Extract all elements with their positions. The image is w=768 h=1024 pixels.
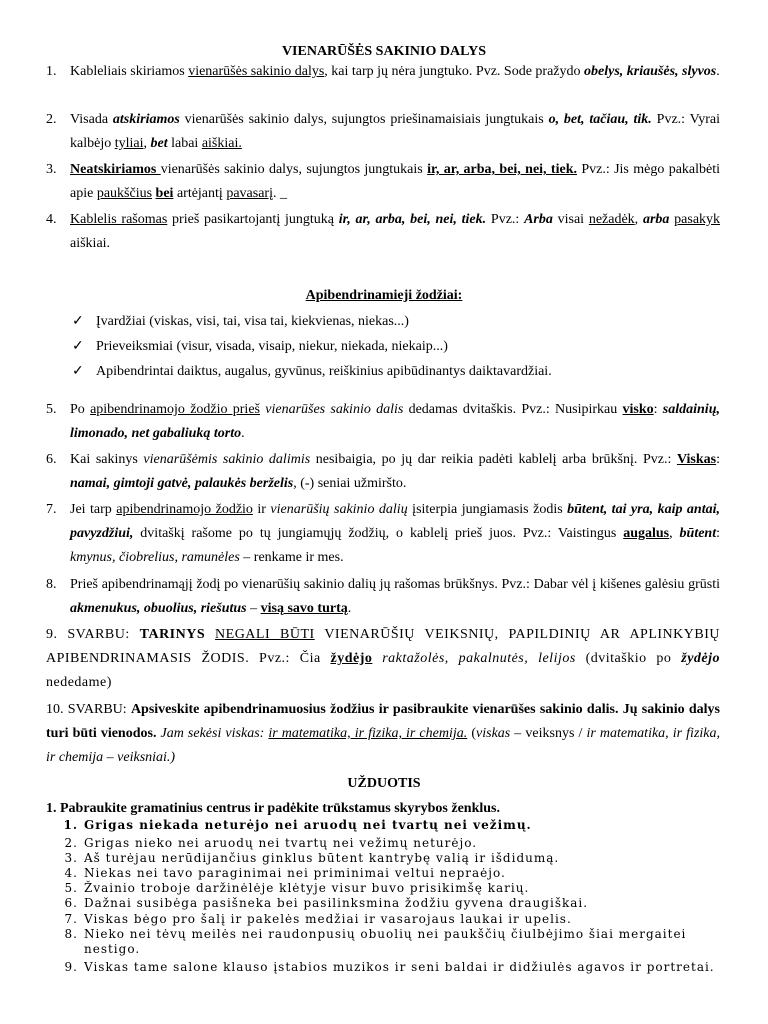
text-run: bei [155,186,174,201]
exercise-item [50,912,730,927]
rule-number: 2. [46,112,57,127]
text-run: vienarūšės sakinio dalys, sujungtos jungtukais [160,162,428,177]
text-run: vienarūšes sakinio dalis [265,402,404,417]
text-run: nededame) [46,675,112,690]
rule-2 [46,108,720,156]
text-run: ir, ar, arba, bei, nei, tiek. [427,162,577,177]
page-title: VIENARŪŠĖS SAKINIO DALYS [281,44,487,59]
text-run: Kablelis rašomas [70,212,168,227]
text-run: visai [552,212,589,227]
text-run: Pvz.: Vyrai kalbėjo [70,112,720,151]
rule-number: 3. [46,162,57,177]
text-run: artėjantį [173,186,227,201]
text-run: apibendrinamojo žodžio prieš [90,402,260,417]
exercise-number: 2. [64,836,78,850]
text-run: Prieš apibendrinamąjį žodį po vienarūšių sakinio dalių jų rašomas brūkšnys. Pvz.: Dabar vėl į kišenes galėsiu grūsti [70,577,720,592]
text-run: viskas [476,726,511,741]
exercise-text: Grigas niekada neturėjo nei aruodų nei tvartų nei vežimų. [84,818,532,832]
text-run: : [653,402,663,417]
text-run: kmynus, čiobrelius, ramunėles [70,550,240,565]
rule-3 [46,158,720,206]
text-run: Pvz.: Jis mėgo pakalbėti apie [70,162,721,201]
text-run: bet [150,136,168,151]
exercise-item [50,896,730,911]
text-run: obelys, kriaušės, slyvos [584,64,717,79]
exercise-item [50,836,730,851]
exercise-text: Grigas nieko nei aruodų nei tvartų nei vežimų neturėjo. [84,836,478,850]
text-run: ir [252,502,271,517]
text-run: apibendrinamojo žodžio [116,502,253,517]
text-run: visą savo turtą [260,601,348,616]
text-run: Po [70,402,91,417]
text-run: Neatskiriamos [70,162,161,177]
text-run: Jam sekėsi viskas: [160,726,269,741]
text-run: o, bet, tačiau, tik. [548,112,652,127]
exercise-number: 5. [64,881,78,895]
rule-1 [46,60,720,84]
text-run: vienarūšės sakinio dalys, sujungtos priešinamaisiais jungtukais [179,112,549,127]
task-heading: 1. Pabraukite gramatinius centrus ir padėkite trūkstamus skyrybos ženklus. [46,801,501,816]
text-run: įsiterpia jungiamasis žodis [407,502,568,517]
text-run: , [143,136,151,151]
rule-number: 6. [46,452,57,467]
text-run: – veiksnys / [510,726,587,741]
rule-text [70,158,720,206]
text-run: Visada [70,112,113,127]
text-run: Viskas [676,452,717,467]
exercise-text: Viskas bėgo pro šalį ir pakelės medžiai ir vasarojaus laukai ir upelis. [84,912,572,926]
text-run: Pvz.: [486,212,525,227]
text-run: . [347,601,352,616]
text-run: 9. SVARBU: [46,627,140,642]
rule-text [70,498,720,570]
rule-6 [46,448,720,496]
text-run: – [246,601,261,616]
text-run: ( [467,726,477,741]
text-run: . _ [272,186,287,201]
task-title: UŽDUOTIS [347,776,421,791]
exercise-item [50,960,730,975]
exercise-item [50,881,730,896]
exercise-number: 3. [64,851,78,865]
exercise-item [50,927,730,957]
exercise-text: Nieko nei tėvų meilės nei raudonpusių obuolių nei paukščių čiulbėjimo šiai mergaitei nestigo. [84,927,687,956]
text-run: namai, gimtoji gatvė, palaukės berželis [70,476,294,491]
rule-text [70,398,720,446]
text-run [205,627,215,642]
text-run: NEGALI BŪTI [215,627,315,642]
rule-8 [46,573,720,621]
text-run: atskiriamos [112,112,180,127]
rule-4 [46,208,720,256]
text-run: pasakyk [674,212,721,227]
exercise-item [50,818,730,833]
text-run: vienarūšės sakinio dalys [188,64,325,79]
text-run: 10. SVARBU: [46,702,131,717]
text-run: TARINYS [139,627,206,642]
text-run: akmenukus, obuolius, riešutus [70,601,247,616]
text-run: ir matematika, ir fizika, ir chemija. [268,726,468,741]
text-run: nesibaigia, po jų dar reikia padėti kablelį arba brūkšnį. Pvz.: [310,452,677,467]
rule-9 [46,623,720,695]
text-run: dedamas dvitaškis. Pvz.: Nusipirkau [403,402,623,417]
text-run: Apsiveskite apibendrinamuosius žodžius ir pasibraukite vienarūšes sakinio dalis. Jų sakinio dalys turi būti vienodos. [46,702,720,741]
exercise-text: Dažnai susibėga pasišneka bei pasilinksmina žodžiu gyvena draugiškai. [84,896,589,910]
text-run: : [716,526,720,541]
rule-text [70,208,720,256]
text-run: saldainių, limonado, net gabaliuką torto [70,402,720,441]
text-run: Kableliais skiriamos [70,64,189,79]
text-run: pavasarį [226,186,273,201]
exercise-number: 1. [63,818,78,832]
rule-text [70,573,720,621]
text-run: , [669,526,680,541]
exercise-number: 4. [64,866,78,880]
text-run: būtent, tai yra, kaip antai, pavyzdžiui, [70,502,720,541]
text-run [372,651,382,666]
exercise-number: 9. [64,960,78,974]
rule-text [70,108,720,156]
exercise-item [50,851,730,866]
text-run: aiškiai. [201,136,242,151]
rule-10 [46,698,720,770]
text-run: , (-) seniai užmiršto. [293,476,407,491]
exercise-text: Žvainio troboje daržinėlėje klėtyje visur buvo prisikimšę karių. [84,881,530,895]
exercise-text: Niekas nei tavo paraginimai nei priminimai veltui nepraėjo. [84,866,506,880]
text-run: – renkame ir mes. [239,550,344,565]
text-run: prieš pasikartojantį jungtuką [167,212,339,227]
section-subtitle: Apibendrinamieji žodžiai: [305,288,463,303]
text-run: tyliai [114,136,144,151]
rule-number: 5. [46,402,57,417]
text-run: vienarūšėmis sakinio dalimis [143,452,311,467]
text-run: Arba [524,212,553,227]
text-run: VIENARŪŠIŲ VEIKSNIŲ, PAPILDINIŲ AR APLINKYBIŲ APIBENDRINAMASIS ŽODIS. Pvz.: Čia [46,627,720,666]
checkmark-icon: ✓ [72,364,84,379]
rule-5 [46,398,720,446]
text-run: ir, ar, arba, bei, nei, tiek. [338,212,487,227]
text-run: : [716,452,720,467]
exercise-number: 7. [64,912,78,926]
rule-number: 8. [46,577,57,592]
checkmark-icon: ✓ [72,339,84,354]
text-run: arba [642,212,670,227]
rule-number: 7. [46,502,57,517]
bullet-item: ✓ Prieveiksmiai (visur, visada, visaip, niekur, niekada, niekaip...) [72,335,448,359]
bullet-item: ✓ Įvardžiai (viskas, visi, tai, visa tai, kiekvienas, niekas...) [72,310,409,334]
bullet-item: ✓ Apibendrintai daiktus, augalus, gyvūnus, reiškinius apibūdinantys daiktavardžiai. [72,360,552,384]
text-run: būtent [679,526,717,541]
text-run: (dvitaškio po [575,651,682,666]
text-run: ir matematika, ir fizika, ir chemija [46,726,720,765]
rule-text [70,448,720,496]
text-run: , kai tarp jų nėra jungtuko. Pvz. Sode pražydo [324,64,585,79]
text-run: paukščius [96,186,153,201]
text-run: aiškiai. [70,236,111,251]
exercise-text: Viskas tame salone klauso įstabios muzikos ir seni baldai ir didžiulės agavos ir portretai. [84,960,715,974]
checkmark-icon: ✓ [72,314,84,329]
text-run: Jei tarp [70,502,117,517]
text-run: žydėjo [681,651,721,666]
text-run: nežadėk [588,212,635,227]
text-run: vienarūšių sakinio dalių [270,502,408,517]
text-run: labai [167,136,202,151]
rule-7 [46,498,720,570]
text-run: . [716,64,720,79]
text-run: augalus [623,526,670,541]
text-run: , [634,212,643,227]
text-run: žydėjo [330,651,373,666]
text-run: raktažolės, pakalnutės, lelijos [382,651,576,666]
text-run: Kai sakinys [70,452,144,467]
exercise-number: 8. [64,927,78,941]
rule-number: 4. [46,212,57,227]
text-run: . [241,426,245,441]
text-run: – veiksniai.) [103,750,176,765]
text-run: visko [622,402,654,417]
rule-text [70,60,720,84]
exercise-number: 6. [64,896,78,910]
exercise-text: Aš turėjau nerūdijančius ginklus būtent kantrybę valią ir išdidumą. [84,851,560,865]
rule-number: 1. [46,64,57,79]
text-run: dvitaškį rašome po tų jungiamųjų žodžių, o kablelį prieš juos. Pvz.: Vaistingus [133,526,624,541]
exercise-item [50,866,730,881]
